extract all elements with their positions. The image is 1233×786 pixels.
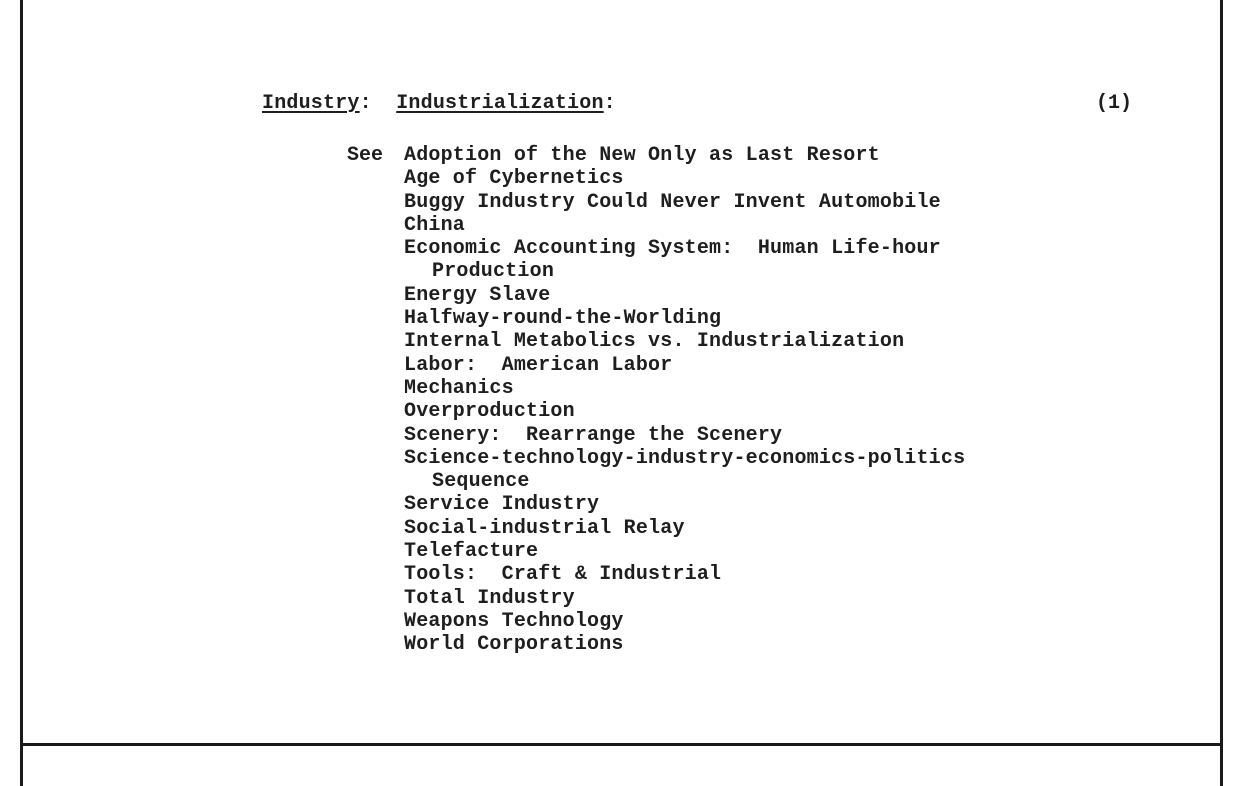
heading-topic: Industry: [262, 92, 360, 115]
next-card-edge: [20, 746, 1223, 786]
cross-reference-item: [404, 540, 965, 563]
cross-reference-item: [404, 377, 965, 400]
cross-reference-item: [404, 167, 965, 190]
cross-reference-list: [404, 144, 965, 657]
heading-subtopic: Industrialization: [396, 92, 604, 115]
cross-reference-text: Service Industry: [404, 493, 600, 517]
cross-reference-text: Adoption of the New Only as Last Resort: [404, 144, 880, 167]
card-number: (1): [1096, 92, 1133, 115]
cross-reference-text: Buggy Industry Could Never Invent Automobile: [404, 190, 941, 214]
cross-reference-text: Labor: American Labor: [404, 353, 673, 377]
cross-reference-item: [404, 447, 965, 494]
cross-reference-item: [404, 307, 965, 330]
cross-reference-text: Mechanics: [404, 376, 514, 400]
cross-reference-text: Halfway-round-the-Worlding: [404, 307, 722, 331]
cross-reference-item: [404, 144, 965, 167]
cross-reference-text: World Corporations: [404, 633, 624, 657]
card-heading: [262, 92, 616, 115]
cross-reference-item: [404, 424, 965, 447]
heading-separator-1: :: [359, 92, 397, 115]
cross-reference-item: [404, 400, 965, 423]
cross-reference-item: [404, 284, 965, 307]
cross-reference-text: China: [404, 213, 466, 237]
cross-reference-text: Age of Cybernetics: [404, 167, 624, 191]
cross-reference-item: [404, 610, 965, 633]
cross-reference-item: [404, 493, 965, 516]
cross-reference-text: Tools: Craft & Industrial: [404, 563, 722, 587]
cross-reference-text: Social-industrial Relay: [404, 516, 685, 540]
cross-reference-item: [404, 191, 965, 214]
cross-reference-continuation: Production: [432, 260, 555, 284]
cross-reference-item: [404, 354, 965, 377]
cross-reference-item: [404, 237, 965, 284]
cross-reference-item: [404, 587, 965, 610]
cross-reference-text: Science-technology-industry-economics-politics: [404, 446, 966, 470]
cross-reference-item: [404, 517, 965, 540]
heading-separator-2: :: [603, 92, 616, 115]
cross-reference-text: Energy Slave: [404, 283, 551, 307]
see-label: See: [347, 144, 384, 167]
cross-reference-item: [404, 330, 965, 353]
cross-reference-text: Telefacture: [404, 540, 539, 564]
cross-reference-item: [404, 633, 965, 656]
cross-reference-continuation: Sequence: [432, 470, 530, 494]
cross-reference-text: Total Industry: [404, 586, 575, 610]
cross-reference-text: Overproduction: [404, 400, 575, 424]
cross-reference-item: [404, 214, 965, 237]
cross-reference-text: Weapons Technology: [404, 609, 624, 633]
cross-reference-item: [404, 563, 965, 586]
cross-reference-text: Economic Accounting System: Human Life-hour: [404, 237, 941, 261]
cross-reference-text: Scenery: Rearrange the Scenery: [404, 423, 783, 447]
cross-reference-text: Internal Metabolics vs. Industrialization: [404, 330, 905, 354]
